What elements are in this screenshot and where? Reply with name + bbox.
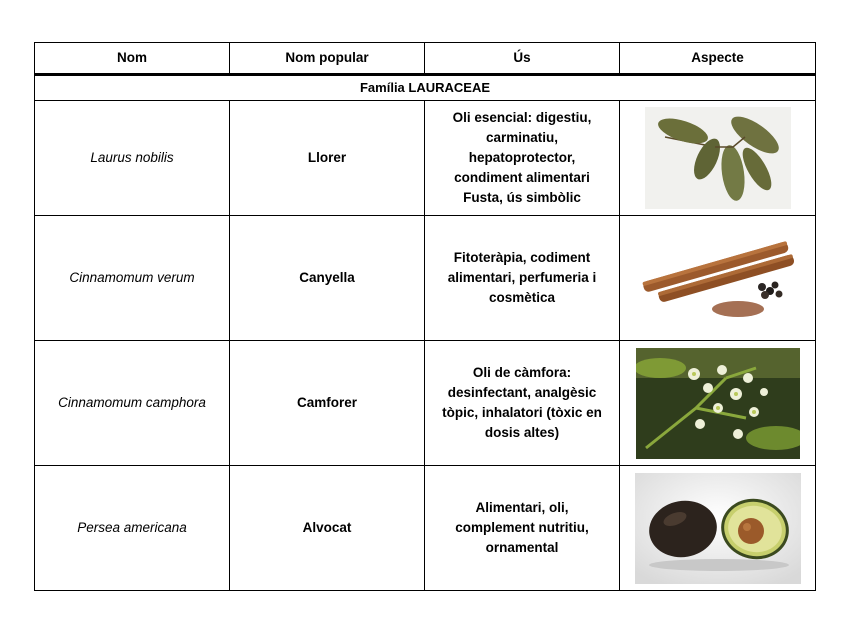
use-line: dosis altes)	[484, 425, 560, 440]
use-line: Fitoteràpia, codiment	[453, 250, 591, 265]
popular-name: Alvocat	[230, 466, 425, 591]
header-use: Ús	[425, 43, 620, 75]
appearance-cell	[620, 466, 816, 591]
use-cell	[425, 216, 620, 341]
use-line: cosmètica	[488, 290, 556, 305]
scientific-name: Cinnamomum verum	[35, 216, 230, 341]
use-line: ornamental	[485, 540, 559, 555]
use-cell	[425, 101, 620, 216]
header-name: Nom	[35, 43, 230, 75]
scientific-name: Laurus nobilis	[35, 101, 230, 216]
table-row	[35, 341, 816, 466]
table-row	[35, 466, 816, 591]
family-row	[35, 75, 816, 101]
use-line: hepatoprotector,	[468, 150, 576, 165]
scientific-name: Cinnamomum camphora	[35, 341, 230, 466]
use-line: Alimentari, oli,	[475, 500, 569, 515]
use-line: alimentari, perfumeria i	[447, 270, 597, 285]
popular-name: Camforer	[230, 341, 425, 466]
use-line: complement nutritiu,	[455, 520, 589, 535]
use-line: Oli esencial: digestiu,	[452, 110, 592, 125]
table-header-row	[35, 43, 816, 75]
use-line: Fusta, ús simbòlic	[463, 190, 581, 205]
plants-table	[34, 42, 816, 591]
avocado-image	[635, 473, 801, 584]
popular-name: Llorer	[230, 101, 425, 216]
use-line: Oli de càmfora:	[472, 365, 572, 380]
appearance-cell	[620, 216, 816, 341]
use-line: desinfectant, analgèsic	[447, 385, 597, 400]
table-row	[35, 101, 816, 216]
use-cell	[425, 341, 620, 466]
table-row	[35, 216, 816, 341]
use-line: tòpic, inhalatori (tòxic en	[442, 405, 602, 420]
bay-leaves-image	[645, 107, 791, 209]
popular-name: Canyella	[230, 216, 425, 341]
scientific-name: Persea americana	[35, 466, 230, 591]
cinnamon-sticks-image	[634, 231, 802, 325]
camphor-flowers-image	[636, 348, 800, 459]
use-line: condiment alimentari	[454, 170, 590, 185]
header-appearance: Aspecte	[620, 43, 816, 75]
appearance-cell	[620, 101, 816, 216]
appearance-cell	[620, 341, 816, 466]
use-cell	[425, 466, 620, 591]
use-line: carminatiu,	[485, 130, 559, 145]
family-label: Família LAURACEAE	[35, 75, 816, 101]
header-popular-name: Nom popular	[230, 43, 425, 75]
